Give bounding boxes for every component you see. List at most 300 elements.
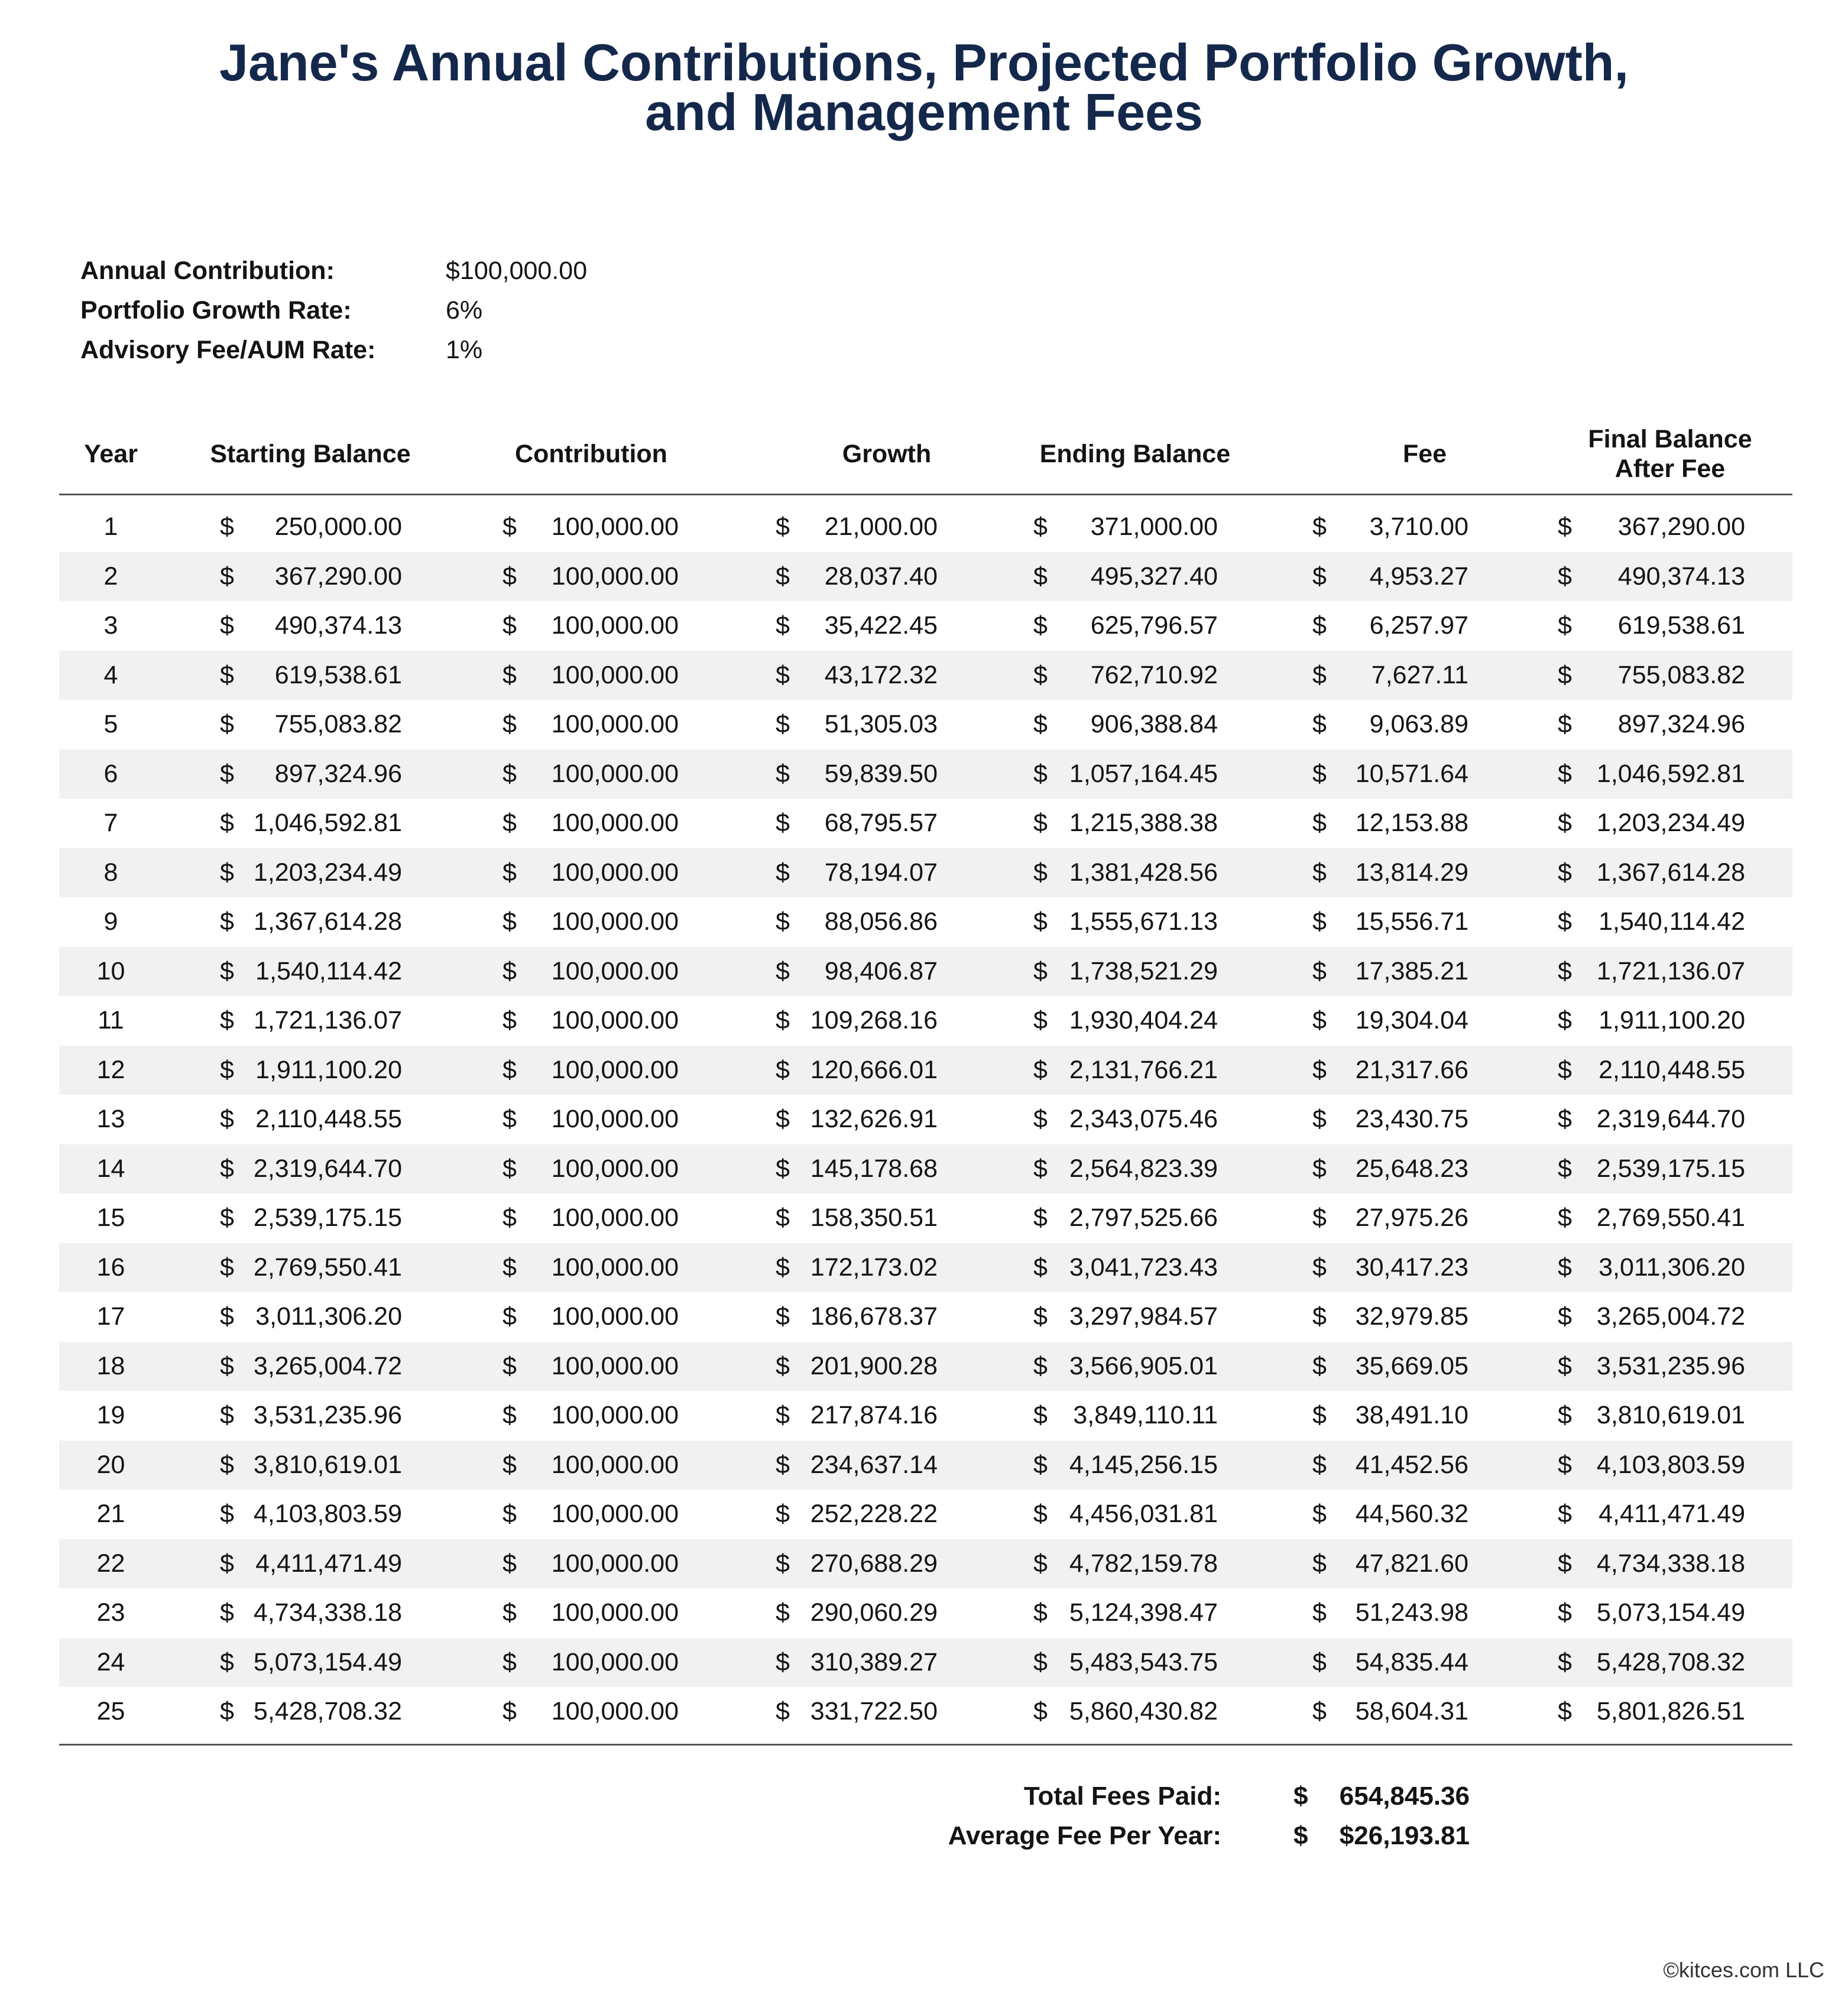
cell-starting-balance-currency: $ xyxy=(220,1253,234,1282)
cell-year: 14 xyxy=(96,1154,125,1183)
cell-starting-balance: 250,000.00 xyxy=(274,512,402,541)
cell-ending-balance: 1,381,428.56 xyxy=(1069,858,1218,887)
table-row xyxy=(59,996,1792,1046)
cell-starting-balance: 2,110,448.55 xyxy=(255,1105,402,1133)
cell-ending-balance-currency: $ xyxy=(1033,1302,1048,1331)
annual-contribution-value: $100,000.00 xyxy=(446,257,588,285)
cell-ending-balance-currency: $ xyxy=(1033,1598,1048,1627)
cell-contribution-currency: $ xyxy=(502,1105,517,1133)
table-row xyxy=(59,700,1792,750)
cell-starting-balance: 3,531,235.96 xyxy=(253,1401,402,1429)
cell-final-balance: 2,539,175.15 xyxy=(1596,1154,1745,1183)
cell-ending-balance: 1,930,404.24 xyxy=(1069,1006,1218,1034)
cell-contribution: 100,000.00 xyxy=(551,1450,679,1479)
cell-starting-balance-currency: $ xyxy=(220,1549,234,1578)
cell-growth-currency: $ xyxy=(776,1598,790,1627)
cell-fee: 41,452.56 xyxy=(1355,1450,1468,1479)
cell-contribution-currency: $ xyxy=(502,1598,517,1627)
cell-fee: 23,430.75 xyxy=(1355,1105,1468,1133)
cell-fee: 25,648.23 xyxy=(1355,1154,1468,1183)
summary-panel xyxy=(0,1776,1848,1855)
cell-ending-balance: 3,297,984.57 xyxy=(1069,1302,1218,1331)
cell-fee: 54,835.44 xyxy=(1355,1647,1468,1676)
cell-fee-currency: $ xyxy=(1312,1154,1327,1183)
cell-fee-currency: $ xyxy=(1312,1253,1327,1282)
cell-growth-currency: $ xyxy=(776,1647,790,1676)
table-row xyxy=(59,1095,1792,1144)
cell-growth: 234,637.14 xyxy=(810,1450,938,1479)
cell-fee-currency: $ xyxy=(1312,562,1327,591)
cell-contribution-currency: $ xyxy=(502,611,517,640)
average-fee-value: $26,193.81 xyxy=(1339,1821,1470,1850)
cell-fee: 13,814.29 xyxy=(1355,858,1468,887)
cell-final-balance-currency: $ xyxy=(1558,956,1572,985)
cell-final-balance: 3,531,235.96 xyxy=(1596,1351,1745,1380)
cell-growth: 68,795.57 xyxy=(824,809,938,837)
cell-growth: 120,666.01 xyxy=(810,1055,938,1084)
cell-final-balance-currency: $ xyxy=(1558,759,1572,788)
cell-fee: 19,304.04 xyxy=(1355,1006,1468,1034)
table-row xyxy=(59,601,1792,651)
table-bottom-rule xyxy=(59,1744,1792,1746)
cell-year: 24 xyxy=(96,1647,125,1676)
table-row xyxy=(59,1391,1792,1441)
cell-ending-balance: 1,215,388.38 xyxy=(1069,809,1218,837)
cell-fee-currency: $ xyxy=(1312,858,1327,887)
cell-contribution-currency: $ xyxy=(502,759,517,788)
cell-starting-balance: 4,734,338.18 xyxy=(253,1598,402,1627)
cell-final-balance-currency: $ xyxy=(1558,907,1572,936)
cell-ending-balance: 1,555,671.13 xyxy=(1069,907,1218,936)
cell-fee-currency: $ xyxy=(1312,956,1327,985)
title-line-1: Jane's Annual Contributions, Projected Portfolio Growth, xyxy=(219,33,1629,92)
cell-starting-balance-currency: $ xyxy=(220,1351,234,1380)
cell-final-balance: 4,734,338.18 xyxy=(1596,1549,1745,1578)
cell-growth: 132,626.91 xyxy=(810,1105,938,1133)
cell-starting-balance-currency: $ xyxy=(220,512,234,541)
header-year: Year xyxy=(84,439,138,468)
cell-year: 17 xyxy=(96,1302,125,1331)
cell-starting-balance-currency: $ xyxy=(220,1401,234,1429)
cell-starting-balance-currency: $ xyxy=(220,858,234,887)
cell-growth-currency: $ xyxy=(776,660,790,689)
table-row xyxy=(59,750,1792,799)
cell-year: 19 xyxy=(96,1401,125,1429)
cell-fee: 30,417.23 xyxy=(1355,1253,1468,1282)
cell-growth: 98,406.87 xyxy=(824,956,938,985)
cell-contribution: 100,000.00 xyxy=(551,660,679,689)
cell-year: 8 xyxy=(103,858,118,887)
cell-final-balance-currency: $ xyxy=(1558,512,1572,541)
cell-growth: 186,678.37 xyxy=(810,1302,938,1331)
annual-contribution-label: Annual Contribution: xyxy=(80,257,335,285)
cell-fee: 17,385.21 xyxy=(1355,956,1468,985)
cell-year: 16 xyxy=(96,1253,125,1282)
cell-final-balance-currency: $ xyxy=(1558,1204,1572,1232)
cell-starting-balance: 1,911,100.20 xyxy=(255,1055,402,1084)
cell-growth-currency: $ xyxy=(776,1302,790,1331)
cell-ending-balance-currency: $ xyxy=(1033,1697,1048,1725)
cell-year: 5 xyxy=(103,710,118,738)
table-body xyxy=(59,495,1792,1737)
cell-starting-balance: 1,203,234.49 xyxy=(253,858,402,887)
cell-ending-balance: 5,124,398.47 xyxy=(1069,1598,1218,1627)
cell-growth-currency: $ xyxy=(776,858,790,887)
cell-final-balance: 5,073,154.49 xyxy=(1596,1598,1745,1627)
cell-fee: 7,627.11 xyxy=(1371,660,1468,689)
cell-contribution: 100,000.00 xyxy=(551,1500,679,1528)
cell-starting-balance: 3,265,004.72 xyxy=(253,1351,402,1380)
cell-ending-balance-currency: $ xyxy=(1033,1450,1048,1479)
cell-contribution-currency: $ xyxy=(502,956,517,985)
cell-final-balance: 619,538.61 xyxy=(1617,611,1745,640)
table-row xyxy=(59,1539,1792,1589)
cell-contribution: 100,000.00 xyxy=(551,1401,679,1429)
cell-growth: 145,178.68 xyxy=(810,1154,938,1183)
cell-contribution-currency: $ xyxy=(502,660,517,689)
cell-contribution-currency: $ xyxy=(502,907,517,936)
cell-contribution-currency: $ xyxy=(502,1647,517,1676)
cell-fee-currency: $ xyxy=(1312,1401,1327,1429)
cell-final-balance-currency: $ xyxy=(1558,1697,1572,1725)
cell-contribution: 100,000.00 xyxy=(551,1549,679,1578)
cell-final-balance-currency: $ xyxy=(1558,1055,1572,1084)
cell-contribution: 100,000.00 xyxy=(551,809,679,837)
cell-year: 7 xyxy=(103,809,118,837)
cell-fee: 32,979.85 xyxy=(1355,1302,1468,1331)
cell-ending-balance-currency: $ xyxy=(1033,1253,1048,1282)
cell-fee: 35,669.05 xyxy=(1355,1351,1468,1380)
cell-fee-currency: $ xyxy=(1312,1302,1327,1331)
cell-growth: 290,060.29 xyxy=(810,1598,938,1627)
cell-final-balance-currency: $ xyxy=(1558,1647,1572,1676)
cell-growth-currency: $ xyxy=(776,907,790,936)
cell-final-balance: 2,769,550.41 xyxy=(1596,1204,1745,1232)
cell-starting-balance: 1,721,136.07 xyxy=(253,1006,402,1034)
table-row xyxy=(59,1490,1792,1539)
total-fees-currency: $ xyxy=(1293,1782,1308,1811)
cell-ending-balance-currency: $ xyxy=(1033,660,1048,689)
cell-year: 13 xyxy=(96,1105,125,1133)
cell-contribution: 100,000.00 xyxy=(551,1253,679,1282)
cell-final-balance: 897,324.96 xyxy=(1617,710,1745,738)
cell-final-balance: 2,319,644.70 xyxy=(1596,1105,1745,1133)
cell-ending-balance: 495,327.40 xyxy=(1090,562,1218,591)
cell-starting-balance-currency: $ xyxy=(220,1697,234,1725)
cell-fee-currency: $ xyxy=(1312,1697,1327,1725)
table-row xyxy=(59,1046,1792,1095)
cell-contribution: 100,000.00 xyxy=(551,1105,679,1133)
cell-year: 9 xyxy=(103,907,118,936)
cell-starting-balance-currency: $ xyxy=(220,1006,234,1034)
cell-growth: 59,839.50 xyxy=(824,759,938,788)
cell-starting-balance: 5,428,708.32 xyxy=(253,1697,402,1725)
cell-contribution: 100,000.00 xyxy=(551,1302,679,1331)
cell-fee: 15,556.71 xyxy=(1355,907,1468,936)
cell-contribution-currency: $ xyxy=(502,1500,517,1528)
cell-starting-balance: 2,319,644.70 xyxy=(253,1154,402,1183)
cell-starting-balance-currency: $ xyxy=(220,1302,234,1331)
cell-growth: 88,056.86 xyxy=(824,907,938,936)
table-row xyxy=(59,1638,1792,1688)
cell-growth-currency: $ xyxy=(776,1055,790,1084)
cell-final-balance-currency: $ xyxy=(1558,1500,1572,1528)
cell-growth-currency: $ xyxy=(776,611,790,640)
table-row xyxy=(59,1193,1792,1243)
cell-growth-currency: $ xyxy=(776,759,790,788)
cell-fee-currency: $ xyxy=(1312,1598,1327,1627)
growth-rate-value: 6% xyxy=(446,296,483,325)
cell-fee: 6,257.97 xyxy=(1369,611,1468,640)
cell-fee: 44,560.32 xyxy=(1355,1500,1468,1528)
cell-ending-balance: 2,564,823.39 xyxy=(1069,1154,1218,1183)
cell-contribution: 100,000.00 xyxy=(551,1351,679,1380)
table-row xyxy=(59,1144,1792,1194)
cell-starting-balance-currency: $ xyxy=(220,562,234,591)
cell-year: 6 xyxy=(103,759,118,788)
cell-contribution: 100,000.00 xyxy=(551,1006,679,1034)
header-starting-balance: Starting Balance xyxy=(210,439,411,468)
cell-contribution: 100,000.00 xyxy=(551,858,679,887)
cell-final-balance-currency: $ xyxy=(1558,858,1572,887)
cell-ending-balance-currency: $ xyxy=(1033,1351,1048,1380)
table-row xyxy=(59,1243,1792,1293)
cell-ending-balance-currency: $ xyxy=(1033,1401,1048,1429)
cell-contribution-currency: $ xyxy=(502,1697,517,1725)
cell-ending-balance-currency: $ xyxy=(1033,562,1048,591)
cell-year: 10 xyxy=(96,956,125,985)
cell-growth: 172,173.02 xyxy=(810,1253,938,1282)
cell-fee-currency: $ xyxy=(1312,1450,1327,1479)
cell-contribution: 100,000.00 xyxy=(551,759,679,788)
cell-ending-balance: 4,145,256.15 xyxy=(1069,1450,1218,1479)
cell-year: 3 xyxy=(103,611,118,640)
cell-year: 25 xyxy=(96,1697,125,1725)
cell-final-balance: 367,290.00 xyxy=(1617,512,1745,541)
cell-growth-currency: $ xyxy=(776,512,790,541)
cell-ending-balance: 2,131,766.21 xyxy=(1069,1055,1218,1084)
cell-fee-currency: $ xyxy=(1312,1647,1327,1676)
advisory-fee-value: 1% xyxy=(446,336,483,364)
cell-starting-balance: 4,103,803.59 xyxy=(253,1500,402,1528)
cell-fee-currency: $ xyxy=(1312,1055,1327,1084)
cell-final-balance-currency: $ xyxy=(1558,1105,1572,1133)
cell-ending-balance-currency: $ xyxy=(1033,1500,1048,1528)
cell-fee: 47,821.60 xyxy=(1355,1549,1468,1578)
cell-final-balance: 3,810,619.01 xyxy=(1596,1401,1745,1429)
cell-final-balance: 4,411,471.49 xyxy=(1599,1500,1745,1528)
header-ending-balance: Ending Balance xyxy=(1039,439,1231,468)
cell-contribution: 100,000.00 xyxy=(551,1204,679,1232)
cell-starting-balance: 3,011,306.20 xyxy=(255,1302,402,1331)
cell-ending-balance: 3,041,723.43 xyxy=(1069,1253,1218,1282)
cell-contribution-currency: $ xyxy=(502,710,517,738)
cell-growth-currency: $ xyxy=(776,1697,790,1725)
cell-contribution: 100,000.00 xyxy=(551,956,679,985)
cell-growth: 35,422.45 xyxy=(824,611,938,640)
average-fee-label: Average Fee Per Year: xyxy=(948,1821,1221,1850)
cell-fee: 27,975.26 xyxy=(1355,1204,1468,1232)
cell-starting-balance: 619,538.61 xyxy=(274,660,402,689)
cell-ending-balance: 2,797,525.66 xyxy=(1069,1204,1218,1232)
cell-contribution: 100,000.00 xyxy=(551,611,679,640)
cell-fee: 38,491.10 xyxy=(1355,1401,1468,1429)
cell-growth: 78,194.07 xyxy=(824,858,938,887)
cell-ending-balance-currency: $ xyxy=(1033,858,1048,887)
cell-growth: 270,688.29 xyxy=(810,1549,938,1578)
cell-final-balance: 490,374.13 xyxy=(1617,562,1745,591)
cell-fee: 51,243.98 xyxy=(1355,1598,1468,1627)
cell-starting-balance-currency: $ xyxy=(220,1500,234,1528)
cell-starting-balance: 1,046,592.81 xyxy=(253,809,402,837)
cell-ending-balance: 762,710.92 xyxy=(1090,660,1218,689)
cell-fee: 10,571.64 xyxy=(1355,759,1468,788)
cell-fee-currency: $ xyxy=(1312,710,1327,738)
cell-final-balance-currency: $ xyxy=(1558,562,1572,591)
cell-ending-balance: 625,796.57 xyxy=(1090,611,1218,640)
cell-final-balance: 755,083.82 xyxy=(1617,660,1745,689)
cell-contribution-currency: $ xyxy=(502,1204,517,1232)
cell-ending-balance-currency: $ xyxy=(1033,611,1048,640)
advisory-fee-label: Advisory Fee/AUM Rate: xyxy=(80,336,376,364)
cell-ending-balance: 5,483,543.75 xyxy=(1069,1647,1218,1676)
cell-starting-balance-currency: $ xyxy=(220,1154,234,1183)
growth-rate-label: Portfolio Growth Rate: xyxy=(80,296,352,325)
cell-ending-balance-currency: $ xyxy=(1033,956,1048,985)
header-final-balance-line-2: After Fee xyxy=(1614,454,1726,483)
cell-starting-balance: 367,290.00 xyxy=(274,562,402,591)
cell-starting-balance-currency: $ xyxy=(220,1204,234,1232)
cell-fee-currency: $ xyxy=(1312,1500,1327,1528)
cell-growth: 43,172.32 xyxy=(824,660,938,689)
cell-fee-currency: $ xyxy=(1312,660,1327,689)
cell-growth-currency: $ xyxy=(776,1204,790,1232)
cell-ending-balance-currency: $ xyxy=(1033,1006,1048,1034)
cell-ending-balance: 2,343,075.46 xyxy=(1069,1105,1218,1133)
cell-starting-balance: 1,540,114.42 xyxy=(255,956,402,985)
cell-ending-balance-currency: $ xyxy=(1033,512,1048,541)
total-fees-label: Total Fees Paid: xyxy=(1023,1782,1221,1811)
table-row xyxy=(59,651,1792,700)
cell-fee: 58,604.31 xyxy=(1355,1697,1468,1725)
cell-final-balance-currency: $ xyxy=(1558,1006,1572,1034)
cell-year: 18 xyxy=(96,1351,125,1380)
table-row xyxy=(59,799,1792,848)
cell-starting-balance-currency: $ xyxy=(220,1598,234,1627)
cell-ending-balance-currency: $ xyxy=(1033,759,1048,788)
cell-growth-currency: $ xyxy=(776,956,790,985)
cell-contribution-currency: $ xyxy=(502,858,517,887)
cell-year: 21 xyxy=(96,1500,125,1528)
cell-ending-balance: 4,782,159.78 xyxy=(1069,1549,1218,1578)
table-row xyxy=(59,897,1792,947)
cell-final-balance-currency: $ xyxy=(1558,1401,1572,1429)
cell-contribution-currency: $ xyxy=(502,1154,517,1183)
cell-contribution-currency: $ xyxy=(502,809,517,837)
cell-starting-balance-currency: $ xyxy=(220,1647,234,1676)
cell-ending-balance-currency: $ xyxy=(1033,1154,1048,1183)
cell-ending-balance: 906,388.84 xyxy=(1090,710,1218,738)
cell-growth-currency: $ xyxy=(776,1006,790,1034)
cell-growth-currency: $ xyxy=(776,809,790,837)
cell-growth-currency: $ xyxy=(776,1500,790,1528)
cell-contribution-currency: $ xyxy=(502,1253,517,1282)
cell-starting-balance-currency: $ xyxy=(220,809,234,837)
cell-final-balance: 5,801,826.51 xyxy=(1596,1697,1745,1725)
cell-starting-balance-currency: $ xyxy=(220,907,234,936)
cell-growth: 158,350.51 xyxy=(810,1204,938,1232)
cell-final-balance: 1,540,114.42 xyxy=(1599,907,1745,936)
cell-growth-currency: $ xyxy=(776,1105,790,1133)
cell-starting-balance: 2,769,550.41 xyxy=(253,1253,402,1282)
cell-fee-currency: $ xyxy=(1312,1351,1327,1380)
cell-final-balance-currency: $ xyxy=(1558,1154,1572,1183)
header-growth: Growth xyxy=(842,439,932,468)
cell-fee: 21,317.66 xyxy=(1355,1055,1468,1084)
cell-ending-balance: 3,849,110.11 xyxy=(1073,1401,1218,1429)
cell-final-balance-currency: $ xyxy=(1558,1351,1572,1380)
cell-starting-balance: 755,083.82 xyxy=(274,710,402,738)
cell-final-balance: 1,046,592.81 xyxy=(1596,759,1745,788)
table-header xyxy=(59,414,1792,495)
cell-final-balance-currency: $ xyxy=(1558,1549,1572,1578)
cell-starting-balance-currency: $ xyxy=(220,660,234,689)
cell-growth: 201,900.28 xyxy=(810,1351,938,1380)
cell-fee-currency: $ xyxy=(1312,907,1327,936)
cell-contribution: 100,000.00 xyxy=(551,1647,679,1676)
cell-starting-balance-currency: $ xyxy=(220,759,234,788)
cell-contribution-currency: $ xyxy=(502,1401,517,1429)
cell-contribution: 100,000.00 xyxy=(551,1697,679,1725)
header-fee: Fee xyxy=(1402,439,1447,468)
cell-contribution-currency: $ xyxy=(502,1006,517,1034)
cell-ending-balance-currency: $ xyxy=(1033,907,1048,936)
cell-final-balance: 3,265,004.72 xyxy=(1596,1302,1745,1331)
cell-final-balance-currency: $ xyxy=(1558,611,1572,640)
cell-fee: 4,953.27 xyxy=(1369,562,1468,591)
cell-ending-balance: 371,000.00 xyxy=(1090,512,1218,541)
average-fee-row xyxy=(0,1816,1848,1855)
cell-ending-balance-currency: $ xyxy=(1033,1549,1048,1578)
cell-year: 23 xyxy=(96,1598,125,1627)
cell-starting-balance-currency: $ xyxy=(220,1105,234,1133)
cell-fee-currency: $ xyxy=(1312,1105,1327,1133)
cell-year: 11 xyxy=(98,1006,124,1034)
cell-ending-balance: 3,566,905.01 xyxy=(1069,1351,1218,1380)
cell-year: 4 xyxy=(103,660,118,689)
cell-starting-balance-currency: $ xyxy=(220,1055,234,1084)
total-fees-row xyxy=(0,1776,1848,1816)
cell-final-balance: 3,011,306.20 xyxy=(1599,1253,1745,1282)
cell-fee: 12,153.88 xyxy=(1355,809,1468,837)
cell-fee: 9,063.89 xyxy=(1369,710,1468,738)
table-row xyxy=(59,1441,1792,1490)
cell-fee-currency: $ xyxy=(1312,512,1327,541)
table-row xyxy=(59,1292,1792,1342)
cell-starting-balance-currency: $ xyxy=(220,956,234,985)
cell-year: 15 xyxy=(96,1204,125,1232)
cell-starting-balance-currency: $ xyxy=(220,710,234,738)
cell-growth-currency: $ xyxy=(776,1351,790,1380)
cell-contribution-currency: $ xyxy=(502,1351,517,1380)
cell-final-balance-currency: $ xyxy=(1558,1598,1572,1627)
cell-fee-currency: $ xyxy=(1312,809,1327,837)
cell-growth-currency: $ xyxy=(776,1154,790,1183)
cell-contribution-currency: $ xyxy=(502,1549,517,1578)
page-title xyxy=(0,33,1848,141)
table-row xyxy=(59,947,1792,997)
total-fees-value: 654,845.36 xyxy=(1339,1782,1470,1811)
